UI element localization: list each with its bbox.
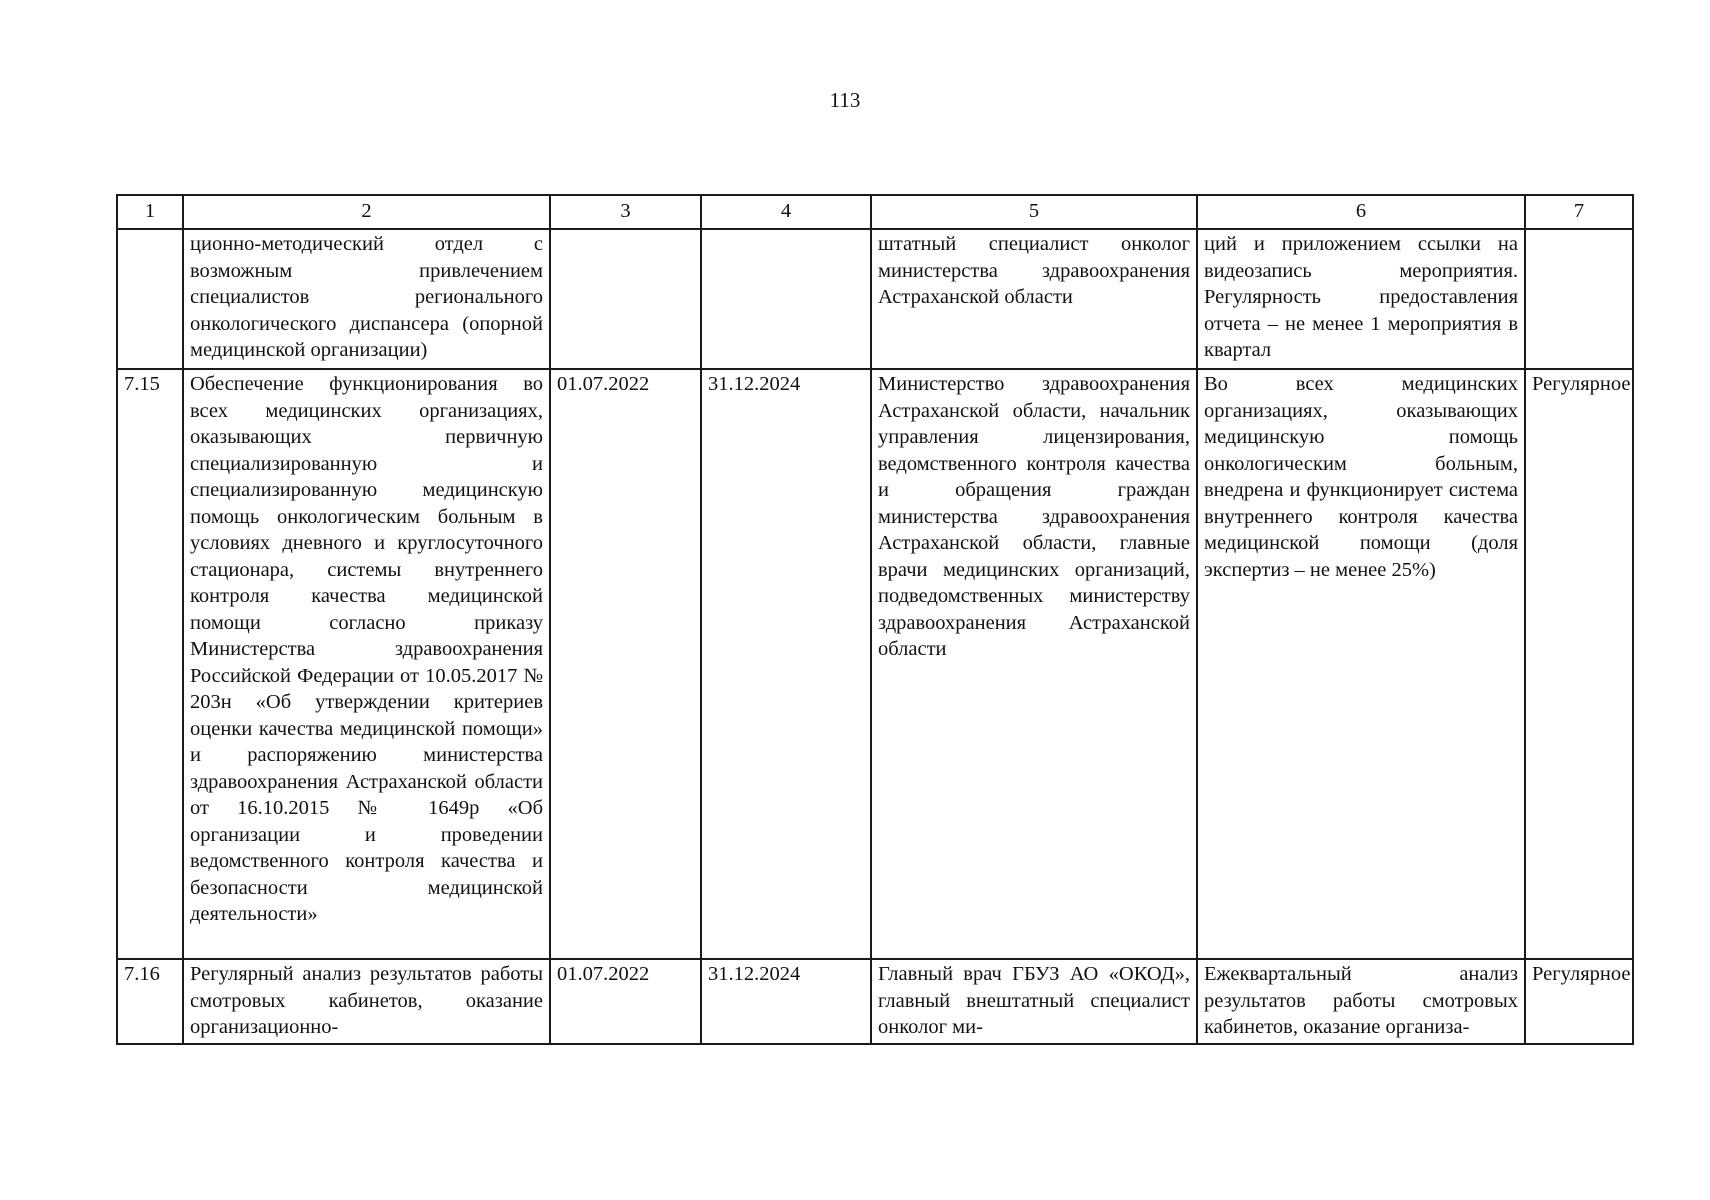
header-col-2: 2 [183, 195, 550, 229]
table-row-continuation [117, 229, 1633, 369]
plan-table [116, 194, 1634, 1045]
header-col-1: 1 [117, 195, 183, 229]
cell-num [117, 229, 183, 369]
header-col-5: 5 [871, 195, 1197, 229]
cell-start: 01.07.2022 [550, 959, 701, 1044]
cell-end: 31.12.2024 [701, 369, 871, 959]
cell-result: Во всех медицинских организациях, оказывающих медицинскую помощь онкологическим больным, внедрена и функционирует система внутреннего контроля качества медицинской помощи (доля экспертиз – не менее 25%) [1197, 369, 1525, 959]
cell-responsible: Главный врач ГБУЗ АО «ОКОД», главный внештатный специалист онколог ми- [871, 959, 1197, 1044]
cell-responsible: штатный специалист онколог министерства здравоохранения Астраханской области [871, 229, 1197, 369]
cell-result: Ежеквартальный анализ результатов работы смотровых кабинетов, оказание организа- [1197, 959, 1525, 1044]
page-number: 113 [829, 88, 861, 112]
cell-responsible: Министерство здравоохранения Астраханской области, начальник управления лицензирования, ведомственного контроля качества и обращения граждан министерства здравоохранения Астраханской области, главные врачи медицинских организаций, подведомственных министерству здравоохранения Астраханской области [871, 369, 1197, 959]
cell-num: 7.16 [117, 959, 183, 1044]
header-col-7: 7 [1525, 195, 1633, 229]
cell-num: 7.15 [117, 369, 183, 959]
cell-type: Регулярное [1525, 959, 1633, 1044]
cell-activity: Регулярный анализ результатов работы смотровых кабинетов, оказание организационно- [183, 959, 550, 1044]
cell-activity: ционно-методический отдел с возможным привлечением специалистов регионального онкологического диспансера (опорной медицинской организации) [183, 229, 550, 369]
header-col-6: 6 [1197, 195, 1525, 229]
header-row [117, 195, 1633, 229]
header-col-3: 3 [550, 195, 701, 229]
cell-start [550, 229, 701, 369]
cell-end [701, 229, 871, 369]
table-row [117, 959, 1633, 1044]
table-row [117, 369, 1633, 959]
cell-type: Регулярное [1525, 369, 1633, 959]
cell-end: 31.12.2024 [701, 959, 871, 1044]
header-col-4: 4 [701, 195, 871, 229]
cell-result: ций и приложением ссылки на видеозапись мероприятия. Регулярность предоставления отчета – не менее 1 мероприятия в квартал [1197, 229, 1525, 369]
cell-activity: Обеспечение функционирования во всех медицинских организациях, оказывающих первичную специализированную и специализированную медицинскую помощь онкологическим больным в условиях дневного и круглосуточного стационара, системы внутреннего контроля качества медицинской помощи согласно приказу Министерства здравоохранения Российской Федерации от 10.05.2017 № 203н «Об утверждении критериев оценки качества медицинской помощи» и распоряжению министерства здравоохранения Астраханской области от 16.10.2015 № 1649р «Об организации и проведении ведомственного контроля качества и безопасности медицинской деятельности» [183, 369, 550, 959]
cell-type [1525, 229, 1633, 369]
cell-start: 01.07.2022 [550, 369, 701, 959]
